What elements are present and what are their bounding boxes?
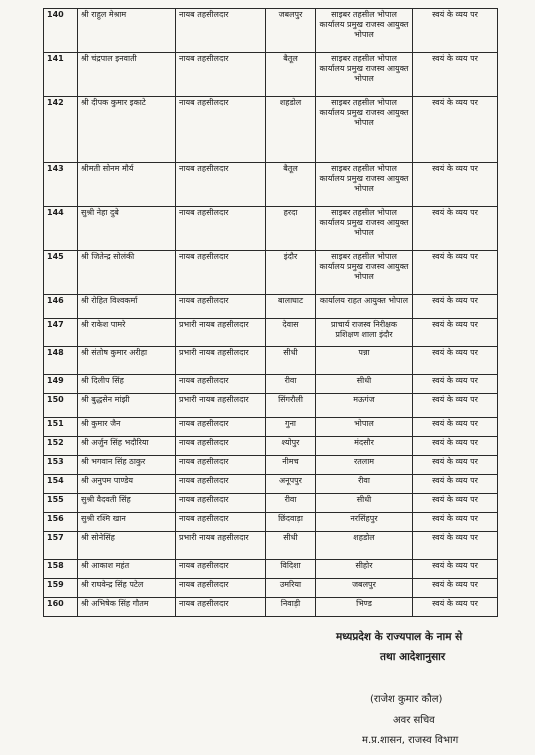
current-posting: देवास	[266, 319, 316, 347]
officer-name: श्री दीपक कुमार इकाटे	[78, 97, 176, 163]
table-row	[44, 418, 498, 437]
serial-number: 150	[44, 394, 78, 418]
officer-name: श्री अभिषेक सिंह गौतम	[78, 598, 176, 617]
transfer-remark: स्वयं के व्यय पर	[413, 163, 498, 207]
table-row	[44, 437, 498, 456]
new-posting: भोपाल	[316, 418, 413, 437]
transfer-remark: स्वयं के व्यय पर	[413, 347, 498, 375]
current-posting: बैतूल	[266, 163, 316, 207]
officer-name: श्री जितेन्द्र सोलंकी	[78, 251, 176, 295]
table-row	[44, 456, 498, 475]
transfer-remark: स्वयं के व्यय पर	[413, 53, 498, 97]
new-posting: जबलपुर	[316, 579, 413, 598]
officer-name: श्री सोनेसिंह	[78, 532, 176, 560]
serial-number: 141	[44, 53, 78, 97]
serial-number: 152	[44, 437, 78, 456]
serial-number: 159	[44, 579, 78, 598]
officer-name: श्री राहुल मेश्राम	[78, 9, 176, 53]
current-posting: सीधी	[266, 347, 316, 375]
new-posting: साइबर तहसील भोपाल कार्यालय प्रमुख राजस्व आयुक्त भोपाल	[316, 251, 413, 295]
transfer-order-table	[43, 8, 498, 617]
officer-name: श्री आकाश महंत	[78, 560, 176, 579]
transfer-remark: स्वयं के व्यय पर	[413, 579, 498, 598]
transfer-remark: स्वयं के व्यय पर	[413, 475, 498, 494]
new-posting: साइबर तहसील भोपाल कार्यालय प्रमुख राजस्व आयुक्त भोपाल	[316, 207, 413, 251]
officer-name: श्री कुमार जैन	[78, 418, 176, 437]
table-row	[44, 347, 498, 375]
transfer-remark: स्वयं के व्यय पर	[413, 251, 498, 295]
officer-designation: नायब तहसीलदार	[176, 53, 266, 97]
current-posting: रीवा	[266, 494, 316, 513]
new-posting: रीवा	[316, 475, 413, 494]
transfer-remark: स्वयं के व्यय पर	[413, 319, 498, 347]
transfer-remark: स्वयं के व्यय पर	[413, 295, 498, 319]
officer-designation: नायब तहसीलदार	[176, 456, 266, 475]
officer-designation: नायब तहसीलदार	[176, 251, 266, 295]
transfer-remark: स्वयं के व्यय पर	[413, 532, 498, 560]
new-posting: कार्यालय राहत आयुक्त भोपाल	[316, 295, 413, 319]
transfer-remark: स्वयं के व्यय पर	[413, 418, 498, 437]
officer-name: श्री राकेश पामरे	[78, 319, 176, 347]
officer-designation: नायब तहसीलदार	[176, 207, 266, 251]
officer-designation: प्रभारी नायब तहसीलदार	[176, 394, 266, 418]
current-posting: जबलपुर	[266, 9, 316, 53]
transfer-remark: स्वयं के व्यय पर	[413, 437, 498, 456]
table-row	[44, 251, 498, 295]
current-posting: श्योपुर	[266, 437, 316, 456]
current-posting: नीमच	[266, 456, 316, 475]
officer-name: श्री संतोष कुमार अरीहा	[78, 347, 176, 375]
officer-designation: प्रभारी नायब तहसीलदार	[176, 532, 266, 560]
table-body	[44, 9, 498, 617]
current-posting: हरदा	[266, 207, 316, 251]
current-posting: बैतूल	[266, 53, 316, 97]
serial-number: 144	[44, 207, 78, 251]
new-posting: शहडोल	[316, 532, 413, 560]
new-posting: भिण्ड	[316, 598, 413, 617]
new-posting: साइबर तहसील भोपाल कार्यालय प्रमुख राजस्व आयुक्त भोपाल	[316, 163, 413, 207]
transfer-remark: स्वयं के व्यय पर	[413, 560, 498, 579]
serial-number: 143	[44, 163, 78, 207]
new-posting: साइबर तहसील भोपाल कार्यालय प्रमुख राजस्व आयुक्त भोपाल	[316, 97, 413, 163]
new-posting: सीधी	[316, 494, 413, 513]
new-posting: मऊगंज	[316, 394, 413, 418]
officer-name: श्री दिलीप सिंह	[78, 375, 176, 394]
new-posting: रतलाम	[316, 456, 413, 475]
table-row	[44, 207, 498, 251]
officer-designation: नायब तहसीलदार	[176, 560, 266, 579]
officer-name: श्री चंद्रपाल इनवाती	[78, 53, 176, 97]
serial-number: 146	[44, 295, 78, 319]
transfer-remark: स्वयं के व्यय पर	[413, 456, 498, 475]
table-row	[44, 319, 498, 347]
new-posting: साइबर तहसील भोपाल कार्यालय प्रमुख राजस्व आयुक्त भोपाल	[316, 9, 413, 53]
officer-name: श्री अनुपम पाण्डेय	[78, 475, 176, 494]
new-posting: पन्ना	[316, 347, 413, 375]
current-posting: सिंगरौली	[266, 394, 316, 418]
current-posting: सीधी	[266, 532, 316, 560]
transfer-remark: स्वयं के व्यय पर	[413, 375, 498, 394]
table-row	[44, 375, 498, 394]
officer-designation: नायब तहसीलदार	[176, 494, 266, 513]
table-row	[44, 475, 498, 494]
officer-designation: नायब तहसीलदार	[176, 9, 266, 53]
table-row	[44, 598, 498, 617]
officer-designation: नायब तहसीलदार	[176, 295, 266, 319]
current-posting: रीवा	[266, 375, 316, 394]
order-authority-line: मध्यप्रदेश के राज्यपाल के नाम से	[336, 631, 463, 643]
officer-designation: नायब तहसीलदार	[176, 375, 266, 394]
table-row	[44, 513, 498, 532]
current-posting: इंदौर	[266, 251, 316, 295]
serial-number: 142	[44, 97, 78, 163]
current-posting: गुना	[266, 418, 316, 437]
table-row	[44, 53, 498, 97]
table-row	[44, 295, 498, 319]
officer-designation: नायब तहसीलदार	[176, 513, 266, 532]
signatory-designation: अवर सचिव	[393, 715, 435, 726]
table-row	[44, 579, 498, 598]
current-posting: उमरिया	[266, 579, 316, 598]
officer-name: श्री राघवेन्द्र सिंह पटेल	[78, 579, 176, 598]
transfer-remark: स्वयं के व्यय पर	[413, 513, 498, 532]
officer-designation: नायब तहसीलदार	[176, 475, 266, 494]
officer-designation: नायब तहसीलदार	[176, 579, 266, 598]
serial-number: 154	[44, 475, 78, 494]
serial-number: 160	[44, 598, 78, 617]
officer-designation: नायब तहसीलदार	[176, 437, 266, 456]
table-row	[44, 394, 498, 418]
officer-name: सुश्री नेहा दुबे	[78, 207, 176, 251]
officer-name: सुश्री वैदवती सिंह	[78, 494, 176, 513]
officer-designation: नायब तहसीलदार	[176, 418, 266, 437]
officer-designation: प्रभारी नायब तहसीलदार	[176, 319, 266, 347]
officer-designation: नायब तहसीलदार	[176, 598, 266, 617]
serial-number: 158	[44, 560, 78, 579]
serial-number: 155	[44, 494, 78, 513]
serial-number: 149	[44, 375, 78, 394]
current-posting: निवाड़ी	[266, 598, 316, 617]
new-posting: सीहोर	[316, 560, 413, 579]
new-posting: नरसिंहपुर	[316, 513, 413, 532]
serial-number: 157	[44, 532, 78, 560]
officer-designation: प्रभारी नायब तहसीलदार	[176, 347, 266, 375]
officer-name: श्री रोहित विश्वकर्मा	[78, 295, 176, 319]
new-posting: मंदसौर	[316, 437, 413, 456]
serial-number: 153	[44, 456, 78, 475]
current-posting: अनूपपुर	[266, 475, 316, 494]
new-posting: सीधी	[316, 375, 413, 394]
officer-name: सुश्री रश्मि खान	[78, 513, 176, 532]
serial-number: 148	[44, 347, 78, 375]
serial-number: 151	[44, 418, 78, 437]
transfer-remark: स्वयं के व्यय पर	[413, 207, 498, 251]
table-row	[44, 9, 498, 53]
transfer-remark: स्वयं के व्यय पर	[413, 494, 498, 513]
new-posting: प्राचार्य राजस्व निरीक्षक प्रशिक्षण शाला इंदौर	[316, 319, 413, 347]
officer-name: श्री भगवान सिंह ठाकुर	[78, 456, 176, 475]
table-row	[44, 494, 498, 513]
table-row	[44, 532, 498, 560]
current-posting: विदिशा	[266, 560, 316, 579]
serial-number: 147	[44, 319, 78, 347]
current-posting: छिंदवाड़ा	[266, 513, 316, 532]
transfer-remark: स्वयं के व्यय पर	[413, 394, 498, 418]
table-row	[44, 97, 498, 163]
transfer-remark: स्वयं के व्यय पर	[413, 97, 498, 163]
officer-name: श्रीमती सोनम मौर्य	[78, 163, 176, 207]
serial-number: 140	[44, 9, 78, 53]
new-posting: साइबर तहसील भोपाल कार्यालय प्रमुख राजस्व आयुक्त भोपाल	[316, 53, 413, 97]
serial-number: 145	[44, 251, 78, 295]
signatory-department: म.प्र.शासन, राजस्व विभाग	[362, 735, 459, 746]
table-row	[44, 163, 498, 207]
transfer-remark: स्वयं के व्यय पर	[413, 598, 498, 617]
officer-name: श्री अर्जुन सिंह भदौरिया	[78, 437, 176, 456]
table-row	[44, 560, 498, 579]
serial-number: 156	[44, 513, 78, 532]
order-authority-line-2: तथा आदेशानुसार	[380, 651, 446, 663]
officer-designation: नायब तहसीलदार	[176, 97, 266, 163]
current-posting: बालाघाट	[266, 295, 316, 319]
transfer-remark: स्वयं के व्यय पर	[413, 9, 498, 53]
signatory-name: (राजेश कुमार कौल)	[370, 694, 443, 705]
officer-designation: नायब तहसीलदार	[176, 163, 266, 207]
current-posting: शहडोल	[266, 97, 316, 163]
officer-name: श्री बुद्धसेन मांझी	[78, 394, 176, 418]
